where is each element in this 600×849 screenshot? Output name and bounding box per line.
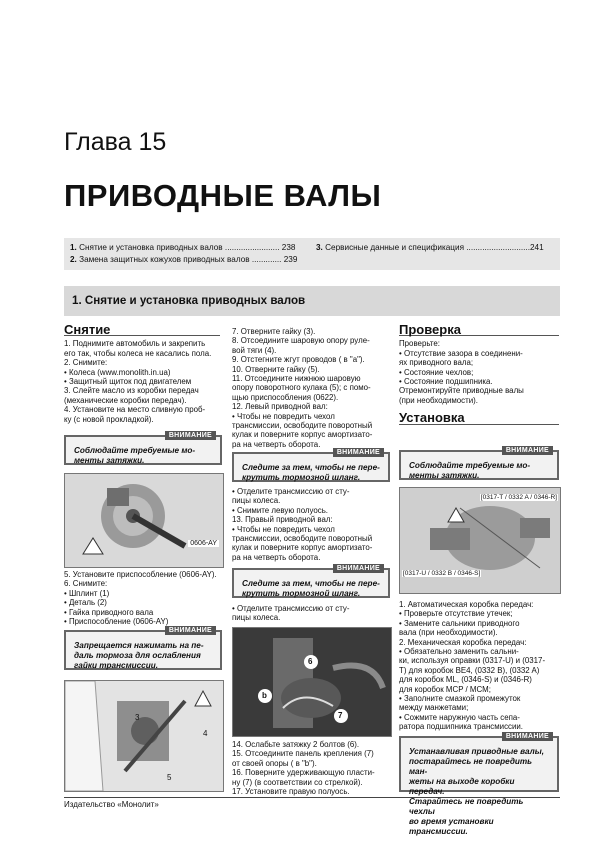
text-line: • Отсутствие зазора в соединени- bbox=[399, 348, 523, 358]
text-line: (механические коробки передач). bbox=[64, 395, 187, 405]
warning-text: Соблюдайте требуемые мо- bbox=[74, 446, 196, 455]
text-line: кулак и поверните корпус амортизато- bbox=[232, 430, 373, 440]
column-1 bbox=[64, 322, 220, 424]
text-line: • Отделите трансмиссию от сту- bbox=[232, 604, 350, 613]
text-line: • Чтобы не повредить чехол bbox=[232, 411, 335, 421]
toc-item[interactable]: 3. Сервисные данные и спецификация ............................241 bbox=[316, 243, 544, 252]
figure-label: [0317-U / 0332 B / 0346-S] bbox=[403, 570, 481, 577]
removal-steps-14-17 bbox=[232, 740, 390, 796]
warning-box bbox=[64, 432, 222, 465]
text-line: между манжетами; bbox=[399, 703, 469, 713]
text-line: • Деталь (2) bbox=[64, 598, 107, 608]
text-line: • Шплинт (1) bbox=[64, 588, 110, 598]
figure-transmission-seals bbox=[399, 487, 561, 594]
warning-badge: ВНИМАНИЕ bbox=[333, 564, 384, 573]
text-line: • Замените сальники приводного bbox=[399, 618, 520, 628]
text-line: • Сожмите наружную часть сепа- bbox=[399, 712, 520, 722]
text-line: • Колеса (www.monolith.in.ua) bbox=[64, 367, 171, 377]
column-3 bbox=[399, 322, 559, 426]
text-line: трансмиссии, освободите поворотный bbox=[232, 421, 373, 431]
callout-label: b bbox=[262, 691, 267, 700]
text-line: 16. Поверните удерживающую пласти- bbox=[232, 768, 375, 778]
text-line: • Состояние чехлов; bbox=[399, 367, 474, 377]
callout-label: 6 bbox=[308, 657, 313, 666]
callout-label: 7 bbox=[338, 711, 343, 720]
column-2 bbox=[232, 327, 390, 449]
text-line: ки, используя оправки (0317-U) и (0317- bbox=[399, 656, 546, 666]
figure-label: 0606-AY bbox=[190, 540, 217, 547]
text-line: • Проверьте отсутствие утечек; bbox=[399, 609, 513, 619]
text-line: • Обязательно заменить сальни- bbox=[399, 647, 519, 657]
text-line: ну (7) (в соответствии со стрелкой). bbox=[232, 777, 363, 787]
warning-text: Запрещается нажимать на пе- bbox=[74, 641, 204, 650]
figure-label: [0317-T / 0332 A / 0346-R] bbox=[480, 494, 557, 501]
text-line: ку (с новой прокладкой). bbox=[64, 414, 154, 424]
text-line: 8. Отсоедините шаровую опору руле- bbox=[232, 336, 370, 346]
text-line: 12. Левый приводной вал: bbox=[232, 402, 328, 412]
callout-label: 5 bbox=[167, 773, 172, 782]
text-line: 15. Отсоедините панель крепления (7) bbox=[232, 749, 374, 759]
warning-text: даль тормоза для ослабления bbox=[74, 651, 201, 660]
inspection-heading: Проверка bbox=[399, 325, 559, 336]
text-line: • Состояние подшипника. bbox=[399, 377, 493, 387]
warning-text: Следите за тем, чтобы не пере- bbox=[242, 463, 380, 472]
removal-steps-12-13 bbox=[232, 487, 390, 562]
text-line: 17. Установите правую полуось. bbox=[232, 787, 350, 797]
text-line: 14. Ослабьте затяжку 2 болтов (6). bbox=[232, 740, 360, 749]
warning-text: Устанавливая приводные валы, bbox=[409, 747, 544, 756]
callout-label: 4 bbox=[203, 729, 208, 738]
section-heading: 1. Снятие и установка приводных валов bbox=[64, 286, 560, 316]
text-line: трансмиссии, освободите поворотный bbox=[232, 534, 373, 544]
text-line: Проверьте: bbox=[399, 339, 440, 349]
publisher-footer: Издательство «Монолит» bbox=[64, 800, 159, 809]
warning-text: менты затяжки. bbox=[409, 471, 480, 480]
figure-right-driveshaft bbox=[232, 627, 392, 737]
warning-badge: ВНИМАНИЕ bbox=[333, 448, 384, 457]
text-line: 10. Отверните гайку (5). bbox=[232, 364, 320, 374]
installation-heading: Установка bbox=[399, 413, 559, 424]
text-line: ратора подшипника трансмиссии. bbox=[399, 722, 523, 732]
text-line: 6. Снимите: bbox=[64, 579, 108, 589]
warning-box bbox=[64, 627, 222, 670]
text-line: ра на четверть оборота. bbox=[232, 439, 321, 449]
page-title: ПРИВОДНЫЕ ВАЛЫ bbox=[64, 178, 382, 213]
figure-suspension bbox=[64, 680, 224, 792]
warning-badge: ВНИМАНИЕ bbox=[165, 431, 216, 440]
warning-text: крутить тормозной шланг. bbox=[242, 473, 361, 482]
text-line: для коробок ML, (0346-S) и (0346-R) bbox=[399, 675, 532, 685]
removal-steps-13b bbox=[232, 604, 390, 623]
text-line: 1. Поднимите автомобиль и закрепить bbox=[64, 339, 206, 349]
table-of-contents bbox=[64, 238, 560, 270]
warning-box bbox=[399, 733, 559, 836]
footer-divider bbox=[64, 797, 560, 798]
text-line: 9. Отстегните жгут проводов ( в "a"). bbox=[232, 355, 365, 365]
text-line: Отремонтируйте приводные валы bbox=[399, 386, 524, 396]
text-line: 2. Снимите: bbox=[64, 358, 108, 368]
text-line: вала (при необходимости). bbox=[399, 628, 498, 638]
warning-text: Следите за тем, чтобы не пере- bbox=[242, 579, 380, 588]
toc-item[interactable]: 1. Снятие и установка приводных валов ........................ 238 bbox=[70, 243, 296, 252]
figure-wheel-hub-tool bbox=[64, 473, 224, 568]
warning-text: во время установки трансмиссии. bbox=[409, 817, 494, 836]
removal-heading: Снятие bbox=[64, 325, 220, 336]
warning-text: менты затяжки. bbox=[74, 456, 145, 465]
text-line: пицы колеса. bbox=[232, 496, 281, 506]
warning-text: Старайтесь не повредить чехлы bbox=[409, 797, 524, 816]
warning-box bbox=[232, 565, 390, 598]
text-line: вой тяги (4). bbox=[232, 345, 277, 355]
text-line: • Заполните смазкой промежуток bbox=[399, 694, 521, 704]
callout-label: 3 bbox=[135, 713, 140, 722]
text-line: 7. Отверните гайку (3). bbox=[232, 327, 316, 336]
text-line: 11. Отсоедините нижнюю шаровую bbox=[232, 374, 361, 384]
text-line: 13. Правый приводной вал: bbox=[232, 515, 333, 525]
warning-box bbox=[232, 449, 390, 482]
text-line: щью приспособления (0622). bbox=[232, 392, 339, 402]
warning-text: жеты на выходе коробки передач. bbox=[409, 777, 515, 796]
text-line: • Чтобы не повредить чехол bbox=[232, 524, 335, 534]
warning-badge: ВНИМАНИЕ bbox=[502, 732, 553, 741]
text-line: 2. Механическая коробка передач: bbox=[399, 637, 527, 647]
removal-steps-2 bbox=[64, 570, 222, 626]
text-line: • Снимите левую полуось. bbox=[232, 505, 329, 515]
text-line: его так, чтобы колеса не касались пола. bbox=[64, 348, 212, 358]
text-line: T) для коробок BE4, (0332 B), (0332 A) bbox=[399, 665, 540, 675]
warning-text: крутить тормозной шланг. bbox=[242, 589, 361, 598]
text-line: ра на четверть оборота. bbox=[232, 552, 321, 562]
warning-badge: ВНИМАНИЕ bbox=[502, 446, 553, 455]
text-line: от своей опоры ( в "b"). bbox=[232, 758, 317, 768]
warning-badge: ВНИМАНИЕ bbox=[165, 626, 216, 635]
text-line: (при необходимости). bbox=[399, 395, 478, 405]
text-line: 4. Установите на место сливную проб- bbox=[64, 405, 206, 415]
warning-text: постарайтесь не повредить ман- bbox=[409, 757, 533, 776]
installation-steps bbox=[399, 600, 559, 732]
text-line: кулак и поверните корпус амортизато- bbox=[232, 543, 373, 553]
text-line: 5. Установите приспособление (0606-AY). bbox=[64, 570, 217, 579]
warning-text: Соблюдайте требуемые мо- bbox=[409, 461, 531, 470]
text-line: • Защитный щиток под двигателем bbox=[64, 377, 192, 387]
text-line: опору поворотного кулака (5); с помо- bbox=[232, 383, 371, 393]
warning-text: гайки трансмиссии. bbox=[74, 661, 159, 670]
text-line: 3. Слейте масло из коробки передач bbox=[64, 386, 199, 396]
text-line: ях приводного вала; bbox=[399, 358, 474, 368]
text-line: пицы колеса. bbox=[232, 613, 281, 623]
chapter-label: Глава 15 bbox=[64, 128, 167, 156]
text-line: • Приспособление (0606-AY) bbox=[64, 617, 169, 627]
toc-item[interactable]: 2. Замена защитных кожухов приводных валов ............. 239 bbox=[70, 255, 298, 264]
text-line: для коробок MCP / MCM; bbox=[399, 684, 491, 694]
text-line: • Отделите трансмиссию от сту- bbox=[232, 487, 350, 496]
removal-steps-1 bbox=[64, 339, 220, 424]
text-line: • Гайка приводного вала bbox=[64, 607, 154, 617]
warning-box bbox=[399, 447, 559, 480]
text-line: 1. Автоматическая коробка передач: bbox=[399, 600, 534, 609]
